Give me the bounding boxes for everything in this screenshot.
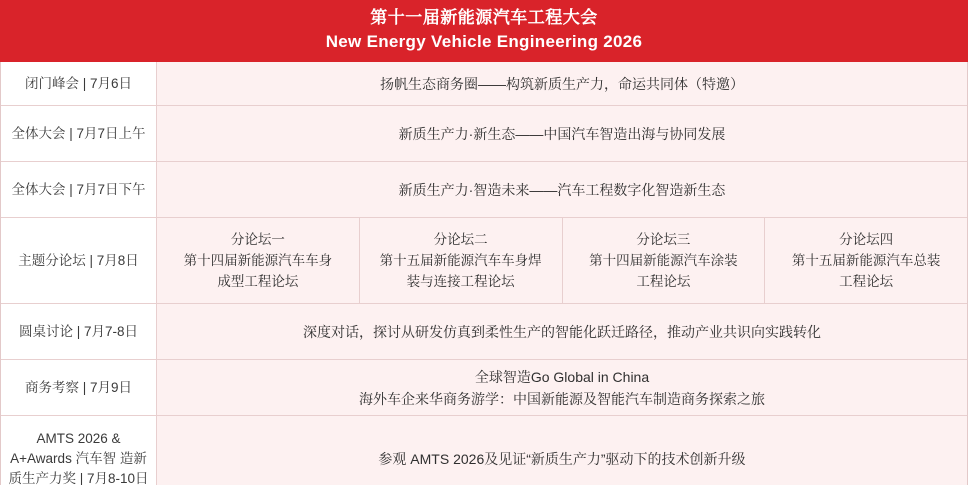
row-content-line2: 海外车企来华商务游学：中国新能源及智能汽车制造商务探索之旅 xyxy=(359,390,765,407)
forum-desc-line1: 第十五届新能源汽车总装 xyxy=(791,253,941,268)
table-row xyxy=(1,218,967,304)
forum-desc-line2: 工程论坛 xyxy=(839,274,894,289)
row-label-line1: AMTS 2026 & xyxy=(36,431,121,446)
forum-name: 分论坛一 xyxy=(230,232,285,247)
forum-desc-line1: 第十四届新能源汽车涂装 xyxy=(589,253,738,268)
row-content-roundtable: 深度对话，探讨从研发仿真到柔性生产的智能化跃迁路径，推动产业共识向实践转化 xyxy=(157,304,967,359)
row-label-line1: 全体大会 | xyxy=(11,125,73,141)
row-content-amts-awards: 参观 AMTS 2026及见证“新质生产力”驱动下的技术创新升级 xyxy=(157,416,967,485)
forum-desc-line1: 第十四届新能源汽车车身 xyxy=(183,253,333,268)
row-label-business-tour xyxy=(1,360,157,415)
forum-name: 分论坛二 xyxy=(433,232,488,247)
table-row xyxy=(1,304,967,360)
table-row xyxy=(1,62,967,106)
row-label-closed-summit: 闭门峰会 | 7月6日 xyxy=(1,62,157,105)
row-content-line1: 全球智造Go Global in China xyxy=(474,368,650,385)
row-content-plenary-afternoon: 新质生产力·智造未来——汽车工程数字化智造新生态 xyxy=(157,162,967,217)
row-label-plenary-morning xyxy=(1,106,157,161)
table-row xyxy=(1,106,967,162)
row-label-roundtable xyxy=(1,304,157,359)
table-row xyxy=(1,416,967,485)
forum-name: 分论坛三 xyxy=(636,232,691,247)
row-label-line1: 全体大会 | xyxy=(11,181,73,197)
row-label-line1: 主题分论坛 | xyxy=(18,252,93,268)
forum-desc-line2: 装与连接工程论坛 xyxy=(406,274,515,289)
header-title-en: New Energy Vehicle Engineering 2026 xyxy=(325,32,643,51)
row-label-line2: 7月7日下午 xyxy=(76,181,146,197)
row-content-business-tour xyxy=(157,360,967,415)
row-label-line1: 圆桌讨论 | xyxy=(18,323,81,339)
forum-column-1 xyxy=(157,218,360,303)
row-label-line2: 7月8日 xyxy=(96,252,139,268)
forum-column-3 xyxy=(563,218,766,303)
forum-name: 分论坛四 xyxy=(839,232,894,247)
row-label-line2: A+Awards 汽车智 xyxy=(10,451,117,466)
agenda-rows xyxy=(0,62,968,485)
table-row xyxy=(1,360,967,416)
row-label-line2: 7月7日上午 xyxy=(76,125,146,141)
forum-columns xyxy=(157,218,967,303)
table-row xyxy=(1,162,967,218)
row-label-plenary-afternoon xyxy=(1,162,157,217)
row-label-line2: 7月7-8日 xyxy=(84,323,139,339)
forum-column-2 xyxy=(360,218,563,303)
row-content-plenary-morning: 新质生产力·新生态——中国汽车智造出海与协同发展 xyxy=(157,106,967,161)
forum-desc-line1: 第十五届新能源汽车车身焊 xyxy=(379,253,542,268)
row-label-theme-forums xyxy=(1,218,157,303)
agenda-header xyxy=(0,0,968,62)
forum-desc-line2: 工程论坛 xyxy=(636,274,691,289)
row-label-line2: 7月9日 xyxy=(90,379,133,395)
forum-column-4 xyxy=(765,218,967,303)
row-label-line4: 7月8-10日 xyxy=(87,471,149,485)
row-label-amts-awards xyxy=(1,416,157,485)
row-label-line3: 造新质生产力奖 | xyxy=(8,451,147,485)
forum-desc-line2: 成型工程论坛 xyxy=(217,274,299,289)
header-title-cn: 第十一届新能源汽车工程大会 xyxy=(370,8,598,27)
row-content-closed-summit: 扬帆生态商务圈——构筑新质生产力，命运共同体（特邀） xyxy=(157,62,967,105)
row-label-line1: 商务考察 | xyxy=(24,379,87,395)
